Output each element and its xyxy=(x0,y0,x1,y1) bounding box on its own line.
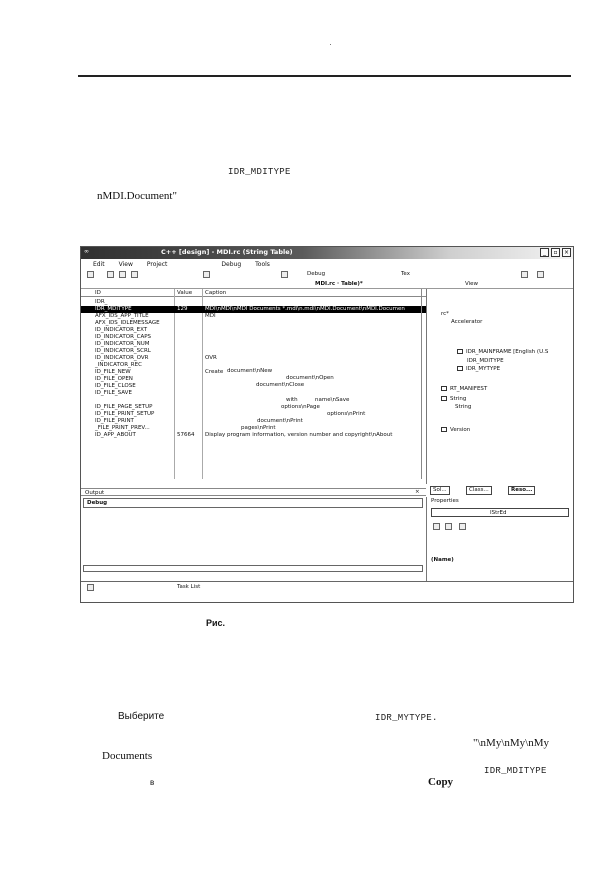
tab-resource[interactable]: Reso... xyxy=(508,486,535,495)
task-list-icon[interactable] xyxy=(87,584,94,591)
cell-id: ID_FILE_OPEN xyxy=(95,376,133,382)
table-row[interactable] xyxy=(81,390,426,397)
caption-fragment: document\nPrint xyxy=(257,418,303,424)
cell-value: 57664 xyxy=(177,432,195,438)
menu-bar xyxy=(81,259,573,269)
table-row[interactable] xyxy=(81,327,426,334)
table-row[interactable] xyxy=(81,306,426,313)
output-label: Output xyxy=(85,490,105,496)
tree-string[interactable]: String xyxy=(441,396,466,402)
cell-id: ID_FILE_PRINT xyxy=(95,418,134,424)
table-row[interactable] xyxy=(81,418,426,425)
caption-fragment: options\nPrint xyxy=(327,411,366,417)
tab-solution[interactable]: Sol... xyxy=(430,486,450,495)
output-pane-value: Debug xyxy=(87,500,108,506)
properties-icon[interactable] xyxy=(537,271,544,278)
find-text[interactable]: Tex xyxy=(401,271,410,277)
dock-tabs xyxy=(426,486,573,496)
tab-class[interactable]: Class... xyxy=(466,486,492,495)
caption-fragment: document\nClose xyxy=(256,382,305,388)
cell-caption: Create xyxy=(205,369,224,375)
cell-caption: MDI xyxy=(205,313,216,319)
vs-screenshot xyxy=(80,246,574,603)
new-project-icon[interactable] xyxy=(87,271,94,278)
maximize-button[interactable]: ▫ xyxy=(551,248,560,257)
resource-icon xyxy=(457,366,463,371)
table-row[interactable] xyxy=(81,299,426,306)
table-row[interactable] xyxy=(81,383,426,390)
tree-accelerator[interactable]: Accelerator xyxy=(451,319,483,325)
menu-debug[interactable]: Debug xyxy=(221,260,242,268)
properties-label: Properties xyxy=(431,498,459,504)
code-idr-mditype-2: IDR_MDITYPE xyxy=(484,766,547,776)
caption-fragment: name\nSave xyxy=(315,397,350,403)
cut-icon[interactable] xyxy=(203,271,210,278)
table-row[interactable] xyxy=(81,334,426,341)
speck xyxy=(330,44,331,45)
table-row[interactable] xyxy=(81,341,426,348)
save-icon[interactable] xyxy=(119,271,126,278)
output-pane-select[interactable] xyxy=(83,498,423,508)
status-item[interactable]: Task List xyxy=(177,584,201,590)
toolbar xyxy=(81,269,573,280)
tree-string-table[interactable]: String xyxy=(455,404,472,410)
cell-caption: Display program information, version number and copyright\nAbout xyxy=(205,432,393,438)
tree-rc[interactable]: rc* xyxy=(441,311,449,317)
cell-id: ID_FILE_CLOSE xyxy=(95,383,136,389)
string-nmy: "\nMy\nMy\nMy xyxy=(473,737,550,749)
copy-word: Copy xyxy=(428,776,454,788)
menu-edit[interactable]: Edit xyxy=(93,260,105,268)
caption-fragment: document\nOpen xyxy=(286,375,334,381)
code-idr-mditype: IDR_MDITYPE xyxy=(228,167,291,177)
tree-idr-mainframe[interactable]: IDR_MAINFRAME [English (U.S xyxy=(457,349,548,355)
caption-fragment: options\nPage xyxy=(281,404,320,410)
cell-id: ID_INDICATOR_EXT xyxy=(95,327,148,333)
save-all-icon[interactable] xyxy=(131,271,138,278)
close-icon[interactable]: × xyxy=(415,489,420,495)
view-label: View xyxy=(465,281,479,287)
cell-id: ID_INDICATOR_CAPS xyxy=(95,334,152,340)
menu-project[interactable]: Project xyxy=(146,260,168,268)
cell-id: AFX_IDS_APP_TITLE xyxy=(95,313,149,319)
tree-idr-mditype[interactable]: IDR_MDITYPE xyxy=(467,358,504,364)
properties-object: IStrEd xyxy=(490,510,507,516)
app-icon: ∞ xyxy=(84,248,89,255)
string-table-header xyxy=(81,289,426,297)
title-bar xyxy=(81,247,573,259)
cell-value: 129 xyxy=(177,306,188,312)
tree-version[interactable]: Version xyxy=(441,427,470,433)
close-button[interactable]: × xyxy=(563,249,570,256)
debug-config[interactable]: Debug xyxy=(307,271,326,277)
tree-idr-mytype[interactable]: IDR_MYTYPE xyxy=(457,366,500,372)
caption-fragment: document\nNew xyxy=(227,368,273,374)
cell-id: ID_FILE_SAVE xyxy=(95,390,132,396)
menu-tools[interactable]: Tools xyxy=(255,260,270,268)
window-title: C++ [design] - MDI.rc (String Table) xyxy=(161,248,293,256)
open-icon[interactable] xyxy=(107,271,114,278)
cell-id: IDR_ xyxy=(95,299,108,305)
menu-view[interactable]: View xyxy=(118,260,133,268)
cell-id: _INDICATOR_REC xyxy=(95,362,142,368)
folder-icon xyxy=(441,386,447,391)
documents-word: Documents xyxy=(102,750,153,762)
column-value[interactable]: Value xyxy=(177,290,193,296)
cell-caption: OVR xyxy=(205,355,217,361)
cell-id: AFX_IDS_IDLEMESSAGE xyxy=(95,320,160,326)
choose-word: Выберите xyxy=(118,711,165,722)
undo-icon[interactable] xyxy=(281,271,288,278)
table-row[interactable] xyxy=(81,355,426,362)
cell-id: ID_INDICATOR_SCRL xyxy=(95,348,151,354)
document-tabs xyxy=(81,280,573,289)
document-tab-mdi-rc[interactable]: MDI.rc · Table)* xyxy=(315,281,363,287)
properties-object-select[interactable] xyxy=(431,508,569,517)
window-controls xyxy=(540,248,571,257)
tree-rt-manifest[interactable]: RT_MANIFEST xyxy=(441,386,487,392)
cell-id: ID_FILE_NEW xyxy=(95,369,131,375)
figure-caption: Рис. xyxy=(206,618,226,628)
code-idr-mytype: IDR_MYTYPE. xyxy=(375,713,438,723)
status-bar xyxy=(81,581,573,593)
output-scrollbar[interactable] xyxy=(83,565,423,572)
string-fragment: nMDI.Document" xyxy=(97,190,177,202)
solution-explorer-icon[interactable] xyxy=(521,271,528,278)
cell-id: ID_APP_ABOUT xyxy=(95,432,136,438)
folder-icon xyxy=(441,427,447,432)
table-row[interactable] xyxy=(81,432,426,439)
cell-id: ID_FILE_PRINT_SETUP xyxy=(95,411,155,417)
cell-id: ID_INDICATOR_OVR xyxy=(95,355,149,361)
property-pages-icon[interactable] xyxy=(459,523,466,530)
cell-id: ID_FILE_PAGE_SETUP xyxy=(95,404,153,410)
table-row[interactable] xyxy=(81,411,426,418)
table-row[interactable] xyxy=(81,348,426,355)
column-id[interactable]: ID xyxy=(95,290,101,296)
categorized-icon[interactable] xyxy=(433,523,440,530)
output-header xyxy=(81,488,426,496)
table-row[interactable] xyxy=(81,397,426,404)
cell-id: IDR_MDITYPE xyxy=(95,306,132,312)
cell-id: _FILE_PRINT_PREV... xyxy=(95,425,150,431)
caption-fragment: pages\nPrint xyxy=(241,425,276,431)
resource-view xyxy=(426,289,573,484)
column-caption[interactable]: Caption xyxy=(205,290,227,296)
table-row[interactable] xyxy=(81,404,426,411)
resource-icon xyxy=(457,349,463,354)
table-row[interactable] xyxy=(81,313,426,320)
alphabetical-icon[interactable] xyxy=(445,523,452,530)
cell-caption: MDI\nMDI\nMDI Documents *.mdi\n.mdi\nMDI.Document\nMDI.Documen xyxy=(205,306,405,312)
top-rule xyxy=(78,75,571,77)
minimize-button[interactable]: _ xyxy=(540,248,549,257)
properties-panel xyxy=(426,497,573,581)
cell-id: ID_INDICATOR_NUM xyxy=(95,341,150,347)
folder-icon xyxy=(441,396,447,401)
table-row[interactable] xyxy=(81,320,426,327)
caption-fragment: with xyxy=(286,397,298,403)
name-field-label: (Name) xyxy=(431,557,454,563)
table-row[interactable] xyxy=(81,376,426,383)
preposition-v: в xyxy=(150,778,155,787)
